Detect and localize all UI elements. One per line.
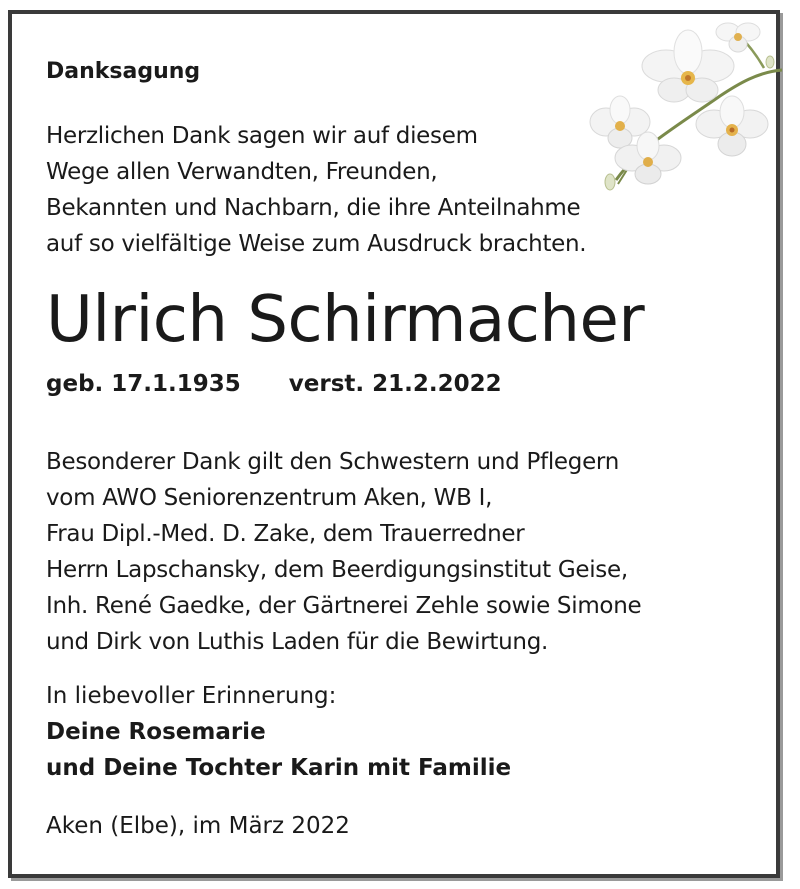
thanks-line: Besonderer Dank gilt den Schwestern und Pflegern	[46, 449, 619, 475]
thanks-line: Inh. René Gaedke, der Gärtnerei Zehle sowie Simone	[46, 593, 642, 619]
intro-line: Wege allen Verwandten, Freunden,	[46, 159, 438, 185]
thanks-line: Herrn Lapschansky, dem Beerdigungsinstitut Geise,	[46, 557, 628, 583]
life-dates	[46, 368, 502, 400]
signature-line: und Deine Tochter Karin mit Familie	[46, 755, 512, 781]
signature-line: Deine Rosemarie	[46, 719, 266, 745]
thanks-line: und Dirk von Luthis Laden für die Bewirtung.	[46, 629, 548, 655]
thanks-paragraph	[46, 444, 641, 660]
closing-phrase: In liebevoller Erinnerung:	[46, 683, 337, 709]
orchid-flowers-image	[588, 14, 784, 194]
place-date: Aken (Elbe), im März 2022	[46, 813, 350, 839]
death-date: verst. 21.2.2022	[288, 371, 502, 397]
intro-paragraph	[46, 118, 586, 262]
intro-line: Herzlichen Dank sagen wir auf diesem	[46, 123, 478, 149]
birth-date: geb. 17.1.1935	[46, 371, 241, 397]
notice-heading: Danksagung	[46, 59, 201, 84]
deceased-name: Ulrich Schirmacher	[46, 283, 645, 357]
thanks-line: vom AWO Seniorenzentrum Aken, WB I,	[46, 485, 493, 511]
intro-line: auf so vielfältige Weise zum Ausdruck brachten.	[46, 231, 587, 257]
intro-line: Bekannten und Nachbarn, die ihre Anteilnahme	[46, 195, 581, 221]
closing-block	[46, 678, 511, 786]
thanks-line: Frau Dipl.-Med. D. Zake, dem Trauerredner	[46, 521, 525, 547]
